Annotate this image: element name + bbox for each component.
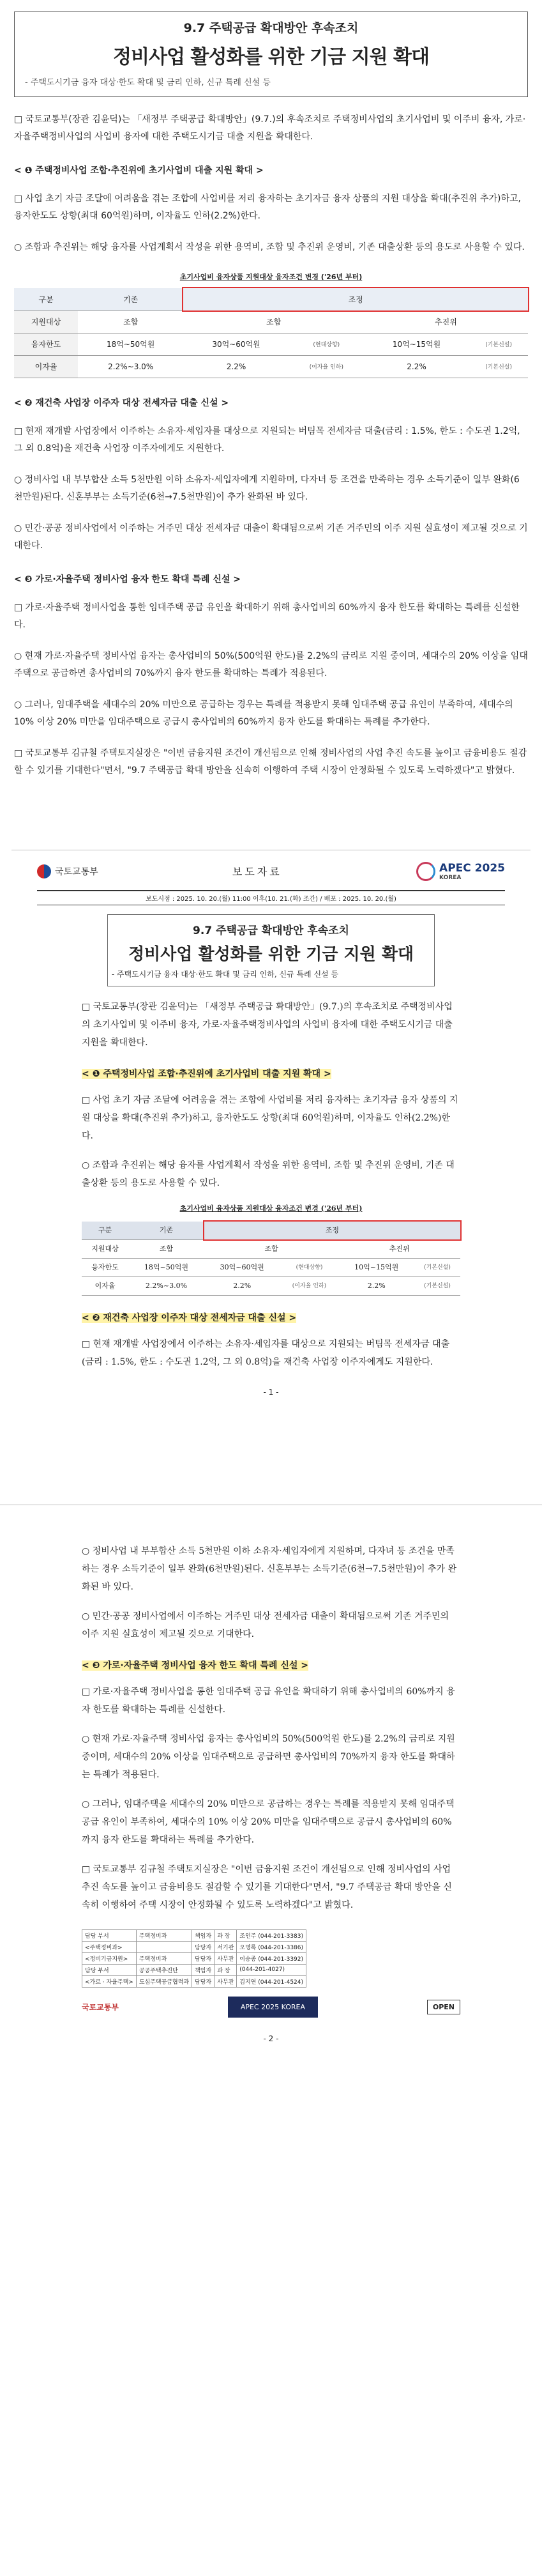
ministry-logo <box>37 864 98 878</box>
print-paragraph-5: ○ 민간·공공 정비사업에서 이주하는 거주민 대상 전세자금 대출이 확대됨으로써 기존 거주민의 이주 지원 실효성이 제고될 것으로 기대한다. <box>82 1611 449 1639</box>
contact-table <box>82 1929 306 1988</box>
print-section-1: < ❶ 주택정비사업 조합·추진위에 초기사업비 대출 지원 확대 > <box>82 1068 331 1079</box>
print-paragraph-7: ○ 현재 가로·자율주택 정비사업 융자는 총사업비의 50%(500억원 한도)를 2.2%의 금리로 지원 중이며, 세대수의 20% 이상을 임대주택으로 공급하면 총사업비의 70%까지 융자 한도를 확대하는 특례가 적용된다. <box>82 1733 455 1780</box>
print-title: 정비사업 활성화를 위한 기금 지원 확대 <box>128 944 414 964</box>
contact-cell: <가로 · 자율주택> <box>82 1975 137 1987</box>
contact-cell: 도심주택공급협력과 <box>136 1975 192 1987</box>
table-note: (기본신설) <box>469 333 528 355</box>
ministry-emblem-icon <box>37 864 51 878</box>
contact-cell: 오명록 (044-201-3386) <box>237 1941 306 1952</box>
contact-cell: 이승종 (044-201-3392) <box>237 1952 306 1964</box>
table-cell: 지원대상 <box>14 310 78 333</box>
contact-cell: 조인주 (044-201-3383) <box>237 1929 306 1941</box>
paragraph-5: ○ 민간·공공 정비사업에서 이주하는 거주민 대상 전세자금 대출이 확대됨으로써 기존 거주민의 이주 지원 실효성이 제고될 것으로 기대한다. <box>14 523 528 551</box>
print-section-3: < ❸ 가로·자율주택 정비사업 융자 한도 확대 특례 신설 > <box>82 1660 308 1671</box>
contact-cell: 과 장 <box>215 1964 237 1975</box>
table-row <box>14 333 528 355</box>
paragraph-7: ○ 현재 가로·자율주택 정비사업 융자는 총사업비의 50%(500억원 한도)를 2.2%의 금리로 지원 중이며, 세대수의 20% 이상을 임대주택으로 공급하면 총사업비의 70%까지 융자 한도를 확대하는 특례가 적용된다. <box>14 650 528 678</box>
table-cell: 2.2% <box>364 355 469 378</box>
contact-cell: 주택정비과 <box>136 1952 192 1964</box>
page-number-1: - 1 - <box>263 1387 279 1397</box>
contact-row <box>82 1929 306 1941</box>
table-head-old: 기존 <box>78 288 183 310</box>
table-head-category: 구분 <box>14 288 78 310</box>
table-cell: 2.2%~3.0% <box>78 355 183 378</box>
contact-cell: 주택정비과 <box>136 1929 192 1941</box>
table-note: (현대상향) <box>289 333 364 355</box>
loan-table <box>14 288 528 378</box>
table-note: (이자율 인하) <box>289 355 364 378</box>
table-cell: 조합 <box>78 310 183 333</box>
table-row: 융자한도 18억~50억원 30억~60억원 (현대상향) 10억~15억원 (기본신설) <box>82 1258 460 1276</box>
table-row: 지원대상 조합 조합 추진위 <box>82 1239 460 1258</box>
contact-cell: 담당자 <box>192 1975 215 1987</box>
contact-row <box>82 1941 306 1952</box>
contact-cell: 사무관 <box>215 1952 237 1964</box>
contact-row <box>82 1952 306 1964</box>
print-loan-table: 구분 기존 조정 지원대상 조합 조합 추진위 융자한도 18억~50억원 30억~60억원 (현대상향) 10억~15억원 (기본신설) 이자율 2.2%~3.0% 2.2% (이자율 인하) 2.2% (기본신설) <box>82 1222 460 1296</box>
footer-bar <box>82 1997 460 2018</box>
contact-cell: 과 장 <box>215 1929 237 1941</box>
contact-cell: 김지연 (044-201-4524) <box>237 1975 306 1987</box>
apec-logo: APEC 2025 KOREA <box>416 862 505 881</box>
ministry-name: 국토교통부 <box>55 866 98 877</box>
page-number-2: - 2 - <box>263 2034 279 2043</box>
contact-row <box>82 1975 306 1987</box>
paragraph-3: □ 현재 재개발 사업장에서 이주하는 소유자·세입자를 대상으로 지원되는 버팀목 전세자금 대출(금리 : 1.5%, 한도 : 수도권 1.2억, 그 외 0.8억)을 재건축 사업장 이주자에게도 지원한다. <box>14 425 520 454</box>
table-cell: 이자율 <box>14 355 78 378</box>
print-paragraph-2: ○ 조합과 추진위는 해당 융자를 사업계획서 작성을 위한 용역비, 조합 및 추진위 운영비, 기존 대출상환 등의 용도로 사용할 수 있다. <box>82 1160 455 1188</box>
table-cell: 추진위 <box>364 310 528 333</box>
paragraph-6: □ 가로·자율주택 정비사업을 통한 임대주택 공급 유인을 확대하기 위해 총사업비의 60%까지 융자 한도를 확대하는 특례를 신설한다. <box>14 602 520 630</box>
intro-paragraph: □ 국토교통부(장관 김윤덕)는 「새정부 주택공급 확대방안」(9.7.)의 후속조치로 주택정비사업의 초기사업비 및 이주비 융자, 가로·자율주택정비사업의 사업비 융자에 대한 주택도시기금 대출 지원을 확대한다. <box>14 114 526 142</box>
contact-cell: 책임자 <box>192 1964 215 1975</box>
table-head-new: 조정 <box>183 288 528 310</box>
print-paragraph-3: □ 현재 재개발 사업장에서 이주하는 소유자·세입자를 대상으로 지원되는 버팀목 전세자금 대출(금리 : 1.5%, 한도 : 수도권 1.2억, 그 외 0.8억)을 재건축 사업장 이주자에게도 지원한다. <box>82 1338 450 1367</box>
table-cell: 30억~60억원 <box>183 333 289 355</box>
table-cell: 융자한도 <box>14 333 78 355</box>
section-1-heading: < ❶ 주택정비사업 조합·추진위에 초기사업비 대출 지원 확대 > <box>14 165 264 176</box>
footer-apec-banner: APEC 2025 KOREA <box>228 1997 318 2018</box>
embargo-line: 보도시점 : 2025. 10. 20.(월) 11:00 이후(10. 21.(화) 조간) / 배포 : 2025. 10. 20.(월) <box>37 890 505 905</box>
table-row <box>14 355 528 378</box>
print-paragraph-9: □ 국토교통부 김규철 주택토지실장은 "이번 금융지원 조건이 개선됨으로 인해 정비사업의 사업 추진 속도를 높이고 금융비용도 절감할 수 있기를 기대한다"면서, "9.7 주택공급 확대 방안을 신속히 이행하여 주택 시장이 안정화될 수 있도록 노력하겠다"고 밝혔다. <box>82 1864 452 1910</box>
contact-cell: 담당 부서 <box>82 1964 137 1975</box>
contact-cell: <주택정비과> <box>82 1941 137 1952</box>
press-label: 보도자료 <box>232 866 282 878</box>
table-cell: 10억~15억원 <box>364 333 469 355</box>
print-paragraph-1: □ 사업 초기 자금 조달에 어려움을 겪는 조합에 사업비를 저리 융자하는 초기자금 융자 상품의 지원 대상을 확대(추진위 추가)하고, 융자한도도 상향(최대 60억원)하며, 이자율도 인하(2.2%)한다. <box>82 1094 458 1141</box>
contact-cell <box>136 1941 192 1952</box>
apec-icon <box>416 862 435 881</box>
contact-row <box>82 1964 306 1975</box>
paragraph-1: □ 사업 초기 자금 조달에 어려움을 겪는 조합에 사업비를 저리 융자하는 초기자금 융자 상품의 지원 대상을 확대(추진위 추가)하고, 융자한도도 상향(최대 60억원)하며, 이자율도 인하(2.2%)한다. <box>14 194 521 221</box>
paragraph-8: ○ 그러나, 임대주택을 세대수의 20% 미만으로 공급하는 경우는 특례를 적용받지 못해 임대주택 공급 유인이 부족하여, 세대수의 10% 이상 20% 미만을 임대주택으로 공급시 총사업비의 60%까지 융자 한도를 확대하는 특례를 추가한다. <box>14 699 513 727</box>
footer-ministry-logo: 국토교통부 <box>82 2002 119 2012</box>
paragraph-9: □ 국토교통부 김규철 주택토지실장은 "이번 금융지원 조건이 개선됨으로 인해 정비사업의 사업 추진 속도를 높이고 금융비용도 절감할 수 있기를 기대한다"면서, "9.7 주택공급 확대 방안을 신속히 이행하여 주택 시장이 안정화될 수 있도록 노력하겠다"고 밝혔다. <box>14 747 527 776</box>
article-title: 정비사업 활성화를 위한 기금 지원 확대 <box>113 46 429 68</box>
table-note: (기본신설) <box>469 355 528 378</box>
print-title-box <box>107 914 435 986</box>
section-2-heading: < ❷ 재건축 사업장 이주자 대상 전세자금 대출 신설 > <box>14 397 229 408</box>
contact-cell: <정비기금지원> <box>82 1952 137 1964</box>
print-desc: - 주택도시기금 융자 대상·한도 확대 및 금리 인하, 신규 특례 신설 등 <box>112 969 339 979</box>
table-cell: 2.2% <box>183 355 289 378</box>
header-box <box>14 12 528 97</box>
table-row <box>14 310 528 333</box>
print-header <box>11 850 531 890</box>
table-caption: 초기사업비 융자상품 지원대상 융자조건 변경 ('26년 부터) <box>179 273 363 281</box>
paragraph-2: ○ 조합과 추진위는 해당 융자를 사업계획서 작성을 위한 용역비, 조합 및 추진위 운영비, 기존 대출상환 등의 용도로 사용할 수 있다. <box>14 242 525 252</box>
print-subtitle: 9.7 주택공급 확대방안 후속조치 <box>193 924 349 937</box>
contact-cell: 책임자 <box>192 1929 215 1941</box>
open-license-badge: OPEN <box>427 2000 460 2014</box>
print-paragraph-6: □ 가로·자율주택 정비사업을 통한 임대주택 공급 유인을 확대하기 위해 총사업비의 60%까지 융자 한도를 확대하는 특례를 신설한다. <box>82 1686 455 1715</box>
contact-cell: 사무관 <box>215 1975 237 1987</box>
contact-cell: (044-201-4027) <box>237 1964 306 1975</box>
contact-cell: 담당 부서 <box>82 1929 137 1941</box>
contact-cell: 서기관 <box>215 1941 237 1952</box>
article-desc: - 주택도시기금 융자 대상·한도 확대 및 금리 인하, 신규 특례 신설 등 <box>25 78 271 88</box>
print-paragraph-8: ○ 그러나, 임대주택을 세대수의 20% 미만으로 공급하는 경우는 특례를 적용받지 못해 임대주택 공급 유인이 부족하여, 세대수의 10% 이상 20% 미만을 임대주택으로 공급시 총사업비의 60%까지 융자 한도를 확대하는 특례를 추가한다. <box>82 1798 455 1845</box>
table-cell: 조합 <box>183 310 363 333</box>
print-table-caption: 초기사업비 융자상품 지원대상 융자조건 변경 ('26년 부터) <box>179 1204 363 1213</box>
table-row: 이자율 2.2%~3.0% 2.2% (이자율 인하) 2.2% (기본신설) <box>82 1276 460 1295</box>
contact-cell: 공공주택추진단 <box>136 1964 192 1975</box>
section-3-heading: < ❸ 가로·자율주택 정비사업 융자 한도 확대 특례 신설 > <box>14 574 241 585</box>
print-page-2 <box>11 1505 531 2056</box>
web-article <box>0 0 542 779</box>
print-paragraph-4: ○ 정비사업 내 부부합산 소득 5천만원 이하 소유자·세입자에게 지원하며, 다자녀 등 조건을 만족하는 경우 소득기준이 일부 완화(6천만원)된다. 신혼부부는 소득기준(6천→7.5천만원)이 추가 완화된 바 있다. <box>82 1545 457 1592</box>
print-section-2: < ❷ 재건축 사업장 이주자 대상 전세자금 대출 신설 > <box>82 1312 297 1323</box>
print-page-1 <box>11 850 531 1409</box>
paragraph-4: ○ 정비사업 내 부부합산 소득 5천만원 이하 소유자·세입자에게 지원하며, 다자녀 등 조건을 만족하는 경우 소득기준이 일부 완화(6천만원)된다. 신혼부부는 소득기준(6천→7.5천만원)이 추가 완화된 바 있다. <box>14 474 520 502</box>
article-subtitle: 9.7 주택공급 확대방안 후속조치 <box>183 21 359 35</box>
print-intro: □ 국토교통부(장관 김윤덕)는 「새정부 주택공급 확대방안」(9.7.)의 후속조치로 주택정비사업의 초기사업비 및 이주비 융자, 가로·자율주택정비사업의 사업비 융자에 대한 주택도시기금 대출 지원을 확대한다. <box>82 1001 453 1048</box>
table-cell: 18억~50억원 <box>78 333 183 355</box>
contact-cell: 담당자 <box>192 1941 215 1952</box>
contact-cell: 담당자 <box>192 1952 215 1964</box>
